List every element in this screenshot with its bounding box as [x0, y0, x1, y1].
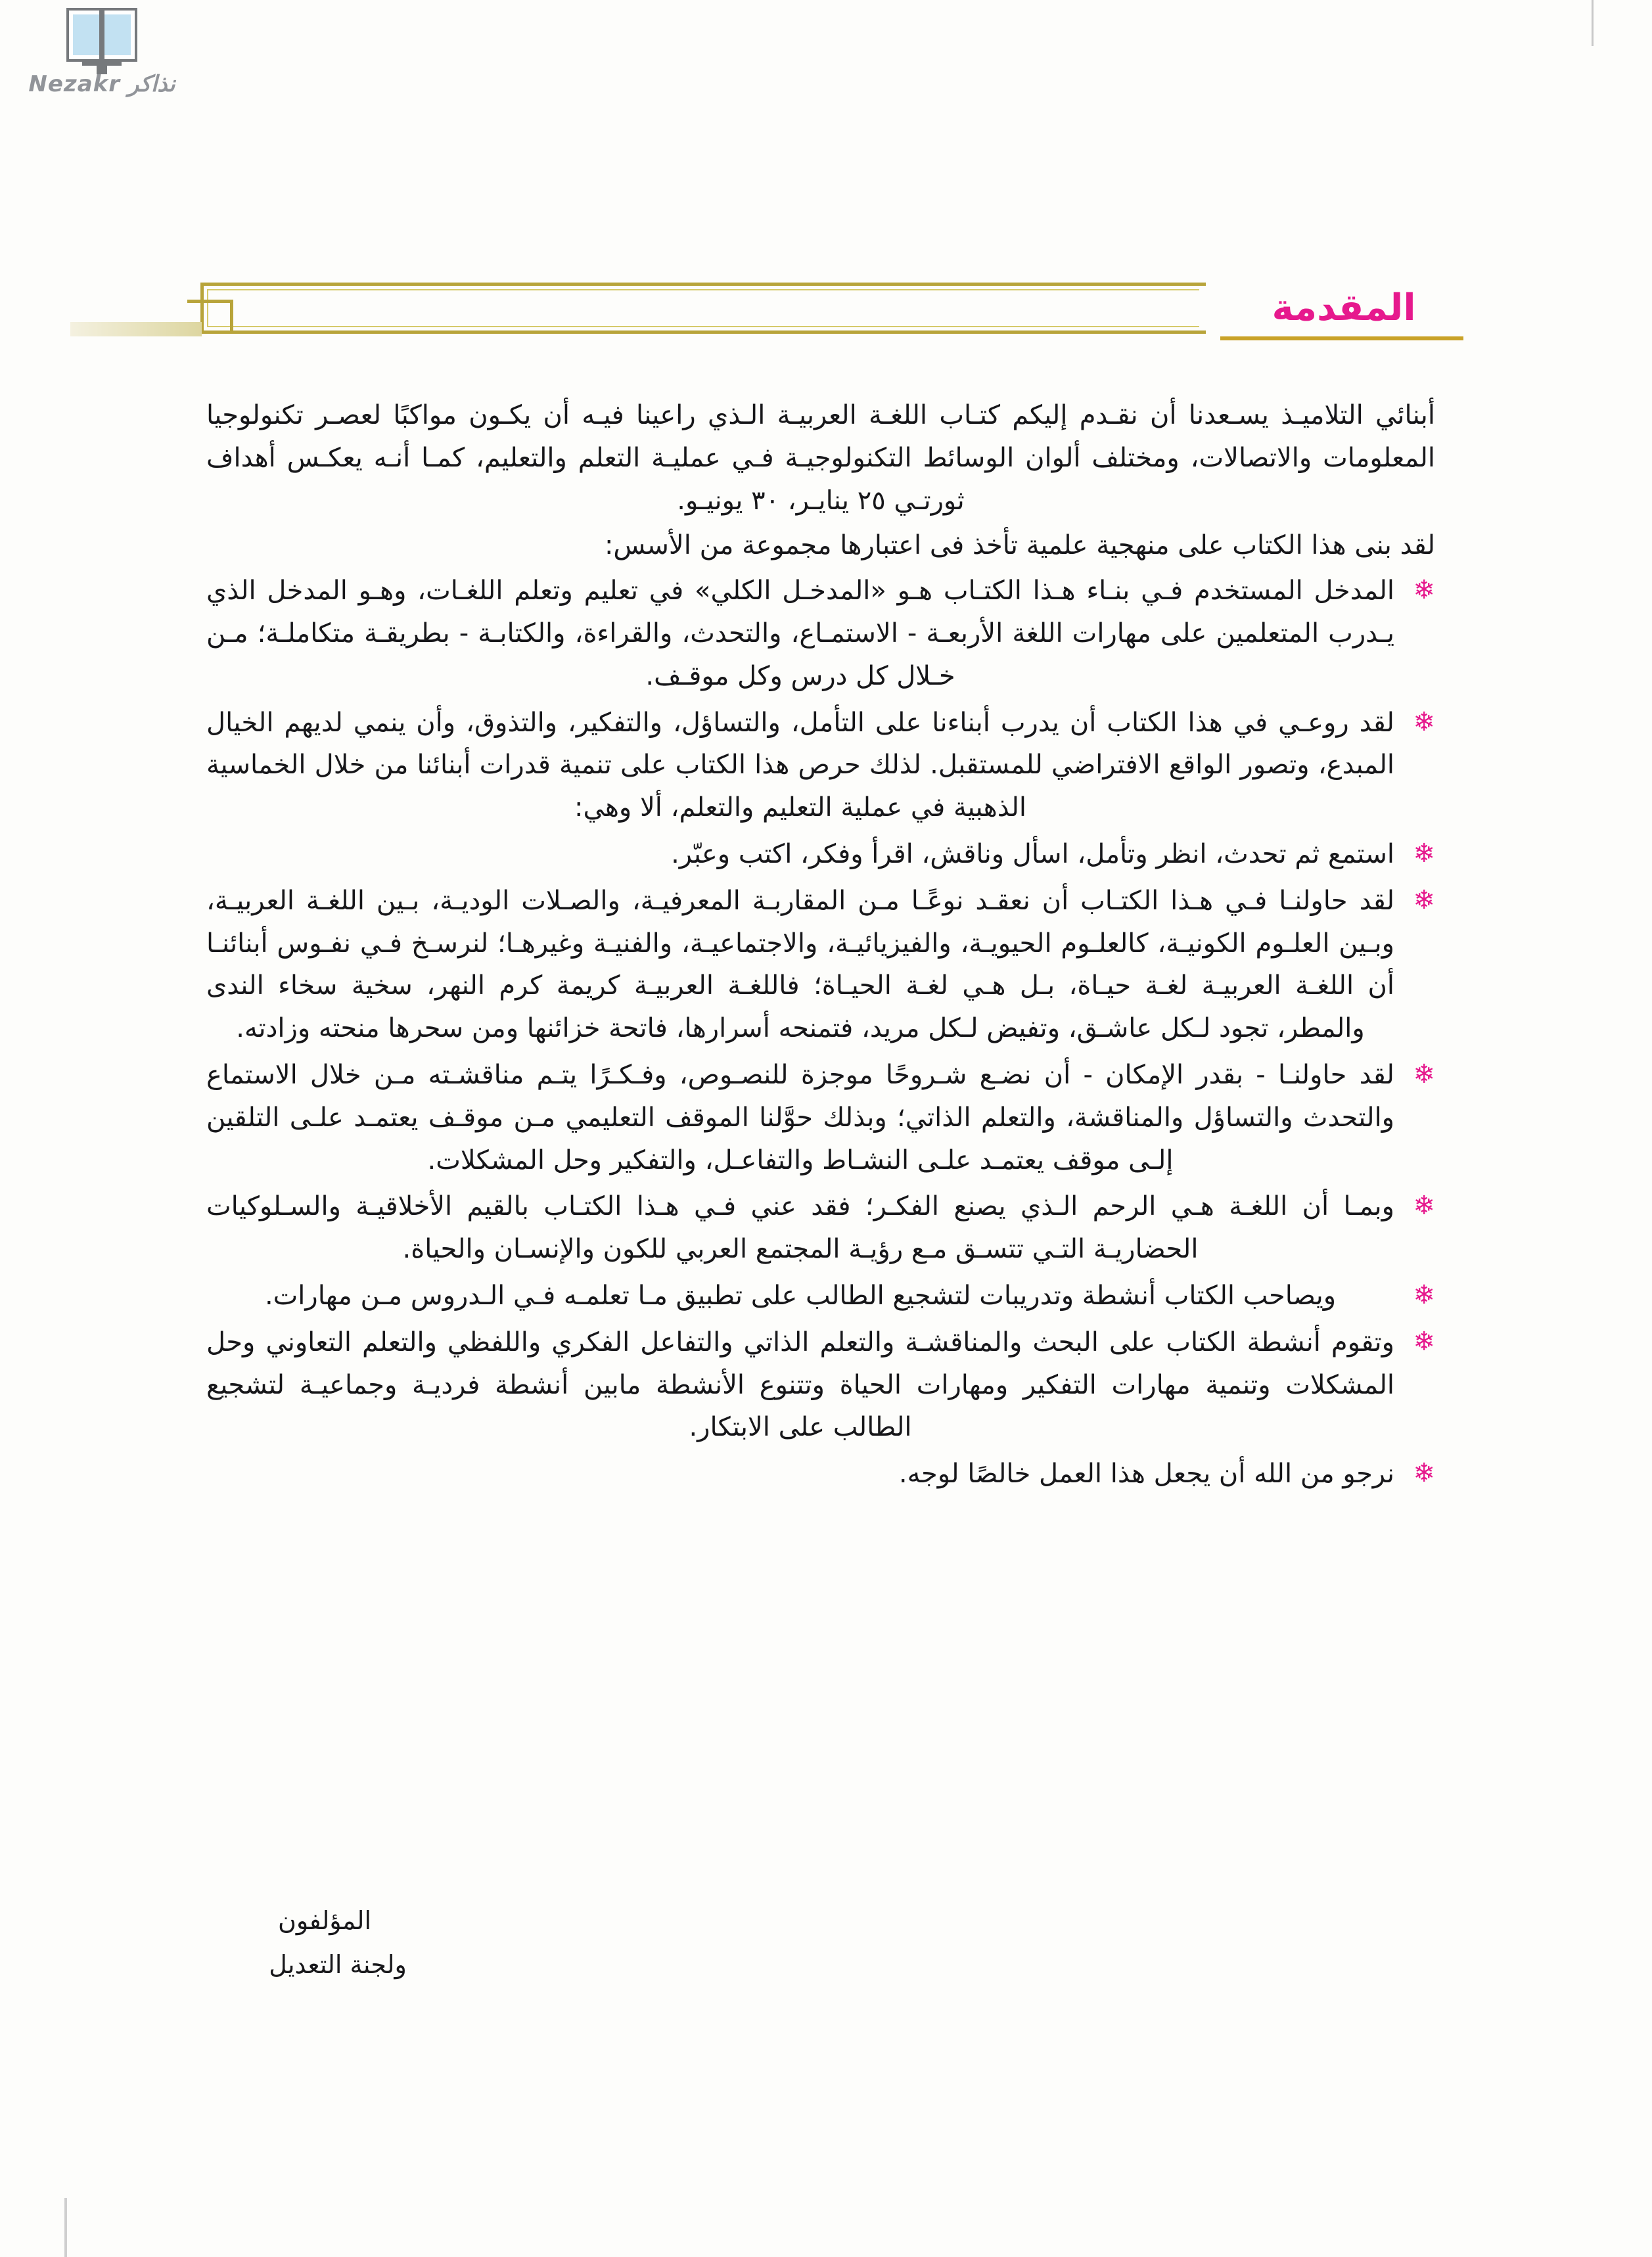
signature-committee: ولجنة التعديل — [269, 1949, 407, 1979]
list-item — [206, 833, 1435, 876]
watermark-logo — [26, 5, 184, 114]
list-item — [206, 1453, 1435, 1495]
list-item-text: لقد روعـي في هذا الكتاب أن يدرب أبناءنا على التأمل، والتساؤل، والتفكير، والتذوق، وأن ينمي لديهم الخيال المبدع، وتصور الواقع الافتراضي للمستقبل. لذلك حرص هذا الكتاب على تنمية قدرات أبنائنا من خلال الخماسية الذهبية في عملية التعليم والتعلم، ألا وهي: — [206, 707, 1394, 823]
title-underline — [1220, 336, 1463, 340]
flower-bullet-icon: ❄ — [1413, 1326, 1435, 1357]
list-item — [206, 1185, 1435, 1271]
introduction-body — [206, 394, 1435, 1499]
page-edge-mark-bottom — [64, 2198, 67, 2257]
flower-bullet-icon: ❄ — [1413, 575, 1435, 606]
list-item-text: المدخل المستخدم فـي بنـاء هـذا الكتـاب هـو «المدخـل الكلي» في تعليم وتعلم اللغـات، وهـو المدخل الذي يـدرب المتعلمين على مهارات اللغة الأربعـة - الاستمـاع، والتحدث، والقراءة، والكتابـة - بطريقـة متكاملـة؛ مـن خـلال كل درس وكل موقـف. — [206, 576, 1394, 691]
book-icon — [62, 5, 141, 74]
list-item — [206, 570, 1435, 697]
list-item-text: وبمـا أن اللغـة هـي الرحم الـذي يصنع الفكـر؛ فقد عني فـي هـذا الكتـاب بالقيم الأخلاقيـة والسـلوكيات الحضاريـة التـي تتسـق مـع رؤيـة المجتمع العربي للكون والإنسـان والحياة. — [206, 1191, 1394, 1265]
list-item — [206, 880, 1435, 1050]
section-header — [62, 283, 1469, 355]
list-item-text: لقد حاولنـا فـي هـذا الكتـاب أن نعقـد نوعًـا مـن المقاربـة المعرفيـة، والصـلات الوديـة، بـين اللغـة العربيـة، وبـين العلـوم الكونيـة، كالعلـوم الحيويـة، والفيزيائيـة، والاجتماعيـة، والفنيـة وغيرهـا؛ لنرسـخ فـي نفـوس أبنائنـا أن اللغـة العربيـة لغـة حيـاة، بـل هـي لغـة الحيـاة؛ فاللغـة العربيـة كريمة كرم النهر، سخية سخاء الندى والمطر، تجود لـكل عاشـق، وتفيض لـكل مريد، فتمنحه أسرارها، فاتحة خزائنها ومن سحرها منحته وزادته. — [206, 885, 1394, 1044]
watermark-text: نذاكر Nezakr — [28, 71, 175, 97]
intro-paragraph-2: لقد بنى هذا الكتاب على منهجية علمية تأخذ فى اعتبارها مجموعة من الأسس: — [604, 530, 1435, 561]
list-item-text: استمع ثم تحدث، انظر وتأمل، اسأل وناقش، اقرأ وفكر، اكتب وعبّر. — [671, 838, 1394, 869]
signature-authors: المؤلفون — [277, 1906, 372, 1935]
signature-block — [193, 1899, 456, 1986]
list-item-text: نرجو من الله أن يجعل هذا العمل خالصًا لوجه. — [898, 1459, 1394, 1490]
list-item — [206, 1054, 1435, 1181]
list-item — [206, 702, 1435, 829]
list-item-text: وتقوم أنشطة الكتاب على البحث والمناقشـة والتعلم الذاتي والتفاعل الفكري واللفظي والتعلم التعاوني وحل المشكلات وتنمية مهارات التفكير ومهارات الحياة وتتنوع الأنشطة مابين أنشطة فرديـة وجماعيـة لتشجيع الطالب على الابتكار. — [206, 1327, 1394, 1443]
flower-bullet-icon: ❄ — [1413, 1191, 1435, 1221]
flower-bullet-icon: ❄ — [1413, 884, 1435, 915]
header-tail-ornament — [70, 322, 202, 336]
list-item-text: لقد حاولنـا - بقدر الإمكان - أن نضـع شـروحًا موجزة للنصـوص، وفـكـرًا يتـم مناقشـته مـن خلال الاستماع والتحدث والتساؤل والمناقشة، والتعلم الذاتي؛ وبذلك حوَّلنا الموقف التعليمي مـن موقـف يعتمـد علـى التلقين إلـى موقف يعتمـد علـى النشـاط والتفاعـل، والتفكير وحل المشكلات. — [206, 1059, 1394, 1175]
flower-bullet-icon: ❄ — [1413, 838, 1435, 869]
flower-bullet-icon: ❄ — [1413, 706, 1435, 737]
page-title: المقدمة — [1272, 286, 1416, 329]
flower-bullet-icon: ❄ — [1413, 1458, 1435, 1489]
flower-bullet-icon: ❄ — [1413, 1059, 1435, 1089]
page-edge-mark-top — [1592, 0, 1594, 46]
intro-paragraph-1: أبنائي التلاميـذ يسـعدنا أن نقـدم إليكم كتـاب اللغـة العربيـة الـذي راعينا فيـه أن يكـون مواكبًا لعصـر تكنولوجيا المعلومات والاتصالات، ومختلف ألوان الوسائط التكنولوجيـة فـي عمليـة التعلم والتعليم، كمـا أنـه يعكـس أهداف ثورتـي ٢٥ ينايـر، ٣٠ يونيـو. — [206, 400, 1435, 516]
flower-bullet-icon: ❄ — [1413, 1279, 1435, 1310]
list-item — [206, 1321, 1435, 1449]
list-item-text: ويصاحب الكتاب أنشطة وتدريبات لتشجيع الطالب على تطبيق مـا تعلمـه فـي الـدروس مـن مهارات. — [264, 1280, 1337, 1311]
header-frame-inner — [207, 289, 1199, 327]
list-item — [206, 1275, 1435, 1317]
